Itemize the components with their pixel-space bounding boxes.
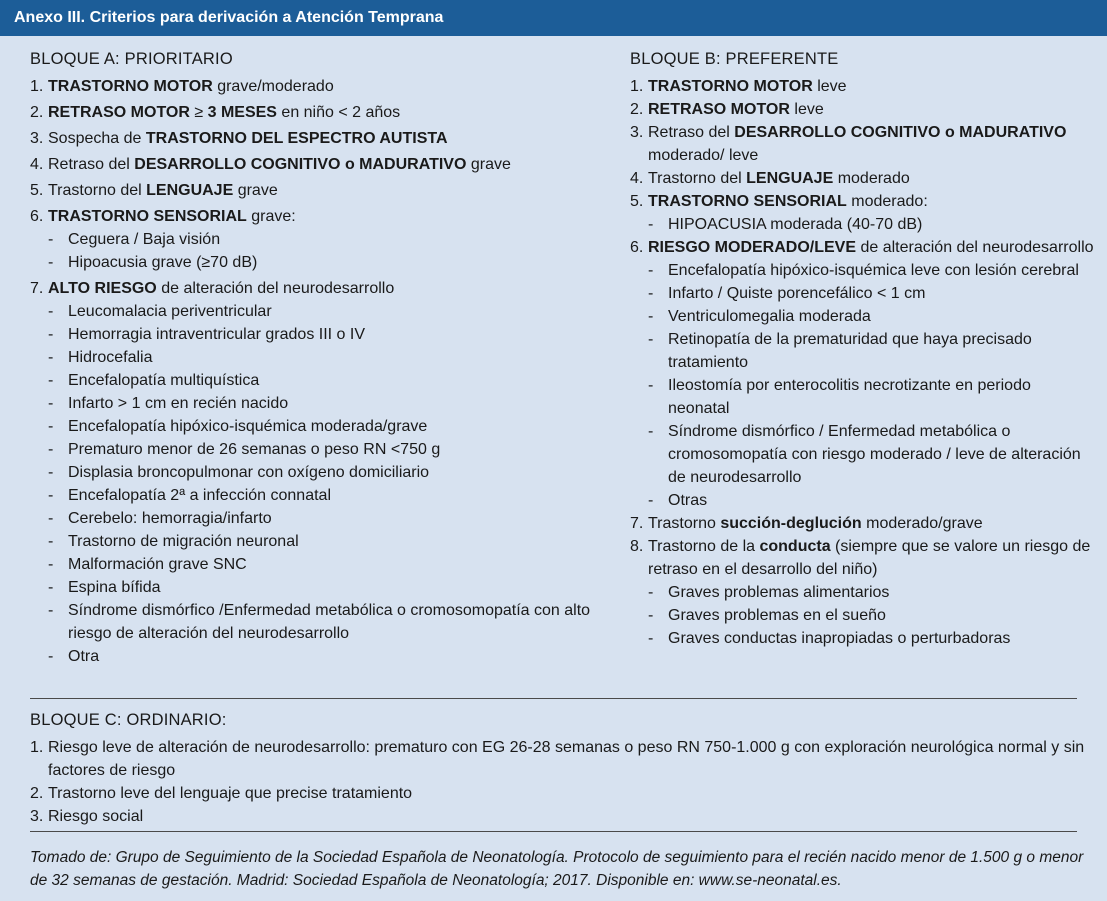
item-number: 6. xyxy=(30,208,44,225)
block-a xyxy=(30,48,615,668)
item-text-part: Retraso del xyxy=(648,124,735,141)
block-b-items xyxy=(630,75,1095,650)
item-text-part: Trastorno de la xyxy=(648,538,760,555)
item-number: 6. xyxy=(630,239,644,256)
sub-item-text: Ceguera / Baja visión xyxy=(68,231,221,248)
annex-title: Anexo III. Criterios para derivación a Atención Temprana xyxy=(0,0,1107,36)
item-text-part: Trastorno del xyxy=(48,182,147,199)
item-emphasis: TRASTORNO SENSORIAL xyxy=(648,193,847,210)
dash-marker: - xyxy=(48,602,54,619)
sub-item xyxy=(630,627,1095,650)
block-c xyxy=(30,709,1090,828)
dash-marker: - xyxy=(48,464,54,481)
item-emphasis: TRASTORNO MOTOR xyxy=(48,78,213,95)
item-number: 2. xyxy=(630,101,644,118)
item-emphasis: conducta xyxy=(759,538,831,555)
item-number: 8. xyxy=(630,538,644,555)
item-text-part: Trastorno xyxy=(648,515,721,532)
item-text-part: Riesgo leve de alteración de neurodesarrollo: prematuro con EG 26-28 semanas o peso RN 750-1.000 g con exploración neurológica normal y sin factores de riesgo xyxy=(48,739,1085,779)
item-number: 4. xyxy=(630,170,644,187)
dash-marker: - xyxy=(48,648,54,665)
dash-marker: - xyxy=(48,418,54,435)
sub-item xyxy=(630,328,1095,374)
item-number: 1. xyxy=(30,739,44,756)
divider xyxy=(30,831,1077,832)
block-a-title: BLOQUE A: PRIORITARIO xyxy=(30,50,233,68)
sub-item-text: Síndrome dismórfico /Enfermedad metabólica o cromosomopatía con alto riesgo de alteración del neurodesarrollo xyxy=(68,602,591,642)
item-text xyxy=(48,179,615,202)
item-text xyxy=(648,236,1095,259)
item-text-part: Sospecha de xyxy=(48,130,146,147)
sub-item xyxy=(630,305,1095,328)
dash-marker: - xyxy=(48,303,54,320)
sub-item-text: Trastorno de migración neuronal xyxy=(68,533,299,550)
item-text-part: de alteración del neurodesarrollo xyxy=(156,280,395,297)
item-text xyxy=(648,512,1095,535)
item-number: 2. xyxy=(30,104,44,121)
dash-marker: - xyxy=(48,556,54,573)
list-item xyxy=(630,167,1095,190)
sub-item xyxy=(30,507,615,530)
item-text xyxy=(48,782,1090,805)
item-emphasis: DESARROLLO COGNITIVO o MADURATIVO xyxy=(734,124,1067,141)
sub-item-text: Otra xyxy=(68,648,100,665)
sub-item-text: Prematuro menor de 26 semanas o peso RN <750 g xyxy=(68,441,441,458)
item-text-part: (siempre que se valore un riesgo de retraso en el desarrollo del niño) xyxy=(648,538,1091,578)
item-text-part: Trastorno del xyxy=(648,170,747,187)
list-item xyxy=(630,121,1095,167)
sub-item-text: Espina bífida xyxy=(68,579,161,596)
list-item xyxy=(630,98,1095,121)
item-emphasis: TRASTORNO MOTOR xyxy=(648,78,813,95)
list-item xyxy=(30,782,1090,805)
sub-item-text: Infarto / Quiste porencefálico < 1 cm xyxy=(668,285,926,302)
item-text xyxy=(48,75,615,98)
dash-marker: - xyxy=(48,254,54,271)
sub-item-text: Hipoacusia grave (≥70 dB) xyxy=(68,254,258,271)
dash-marker: - xyxy=(648,492,654,509)
sub-item xyxy=(30,369,615,392)
item-text xyxy=(648,75,1095,98)
sub-item-text: Malformación grave SNC xyxy=(68,556,247,573)
sub-item-text: Graves conductas inapropiadas o perturbadoras xyxy=(668,630,1011,647)
item-emphasis: TRASTORNO SENSORIAL xyxy=(48,208,247,225)
dash-marker: - xyxy=(648,285,654,302)
dash-marker: - xyxy=(48,441,54,458)
item-text-part: grave/moderado xyxy=(212,78,334,95)
sub-item-text: Encefalopatía hipóxico-isquémica leve con lesión cerebral xyxy=(668,262,1079,279)
list-item xyxy=(630,75,1095,98)
sub-item xyxy=(30,392,615,415)
item-text-part: grave xyxy=(233,182,278,199)
item-emphasis: LENGUAJE xyxy=(746,170,834,187)
sub-item xyxy=(30,415,615,438)
sub-item-text: Graves problemas alimentarios xyxy=(668,584,890,601)
item-text-part: grave xyxy=(466,156,511,173)
dash-marker: - xyxy=(48,533,54,550)
sub-item-text: Encefalopatía 2ª a infección connatal xyxy=(68,487,331,504)
sub-item-text: Hidrocefalia xyxy=(68,349,153,366)
sub-item xyxy=(30,346,615,369)
dash-marker: - xyxy=(48,349,54,366)
sub-item-text: Graves problemas en el sueño xyxy=(668,607,886,624)
item-emphasis: LENGUAJE xyxy=(146,182,234,199)
block-a-items xyxy=(30,75,615,668)
sub-item xyxy=(30,300,615,323)
sub-item xyxy=(30,576,615,599)
item-number: 2. xyxy=(30,785,44,802)
sub-item-text: Encefalopatía hipóxico-isquémica moderada/grave xyxy=(68,418,428,435)
item-text xyxy=(48,101,615,124)
sub-item-text: Infarto > 1 cm en recién nacido xyxy=(68,395,289,412)
item-text-part: de alteración del neurodesarrollo xyxy=(856,239,1094,256)
dash-marker: - xyxy=(48,231,54,248)
item-number: 5. xyxy=(630,193,644,210)
item-text-part: moderado: xyxy=(846,193,928,210)
dash-marker: - xyxy=(48,395,54,412)
sub-item xyxy=(630,282,1095,305)
item-text xyxy=(48,805,1090,828)
sub-item-text: Cerebelo: hemorragia/infarto xyxy=(68,510,272,527)
sub-item-text: HIPOACUSIA moderada (40-70 dB) xyxy=(668,216,923,233)
dash-marker: - xyxy=(648,331,654,348)
item-text xyxy=(48,736,1090,782)
list-item xyxy=(30,153,615,176)
sub-item xyxy=(30,553,615,576)
item-text-part: Riesgo social xyxy=(48,808,144,825)
item-number: 3. xyxy=(30,130,44,147)
list-item xyxy=(30,277,615,300)
item-number: 5. xyxy=(30,182,44,199)
item-emphasis: RETRASO MOTOR xyxy=(48,104,190,121)
list-item xyxy=(30,101,615,124)
sub-item xyxy=(30,251,615,274)
source-citation: Tomado de: Grupo de Seguimiento de la Sociedad Española de Neonatología. Protocolo de seguimiento para el recién nacido menor de 1.500 g o menor de 32 semanas de gestación. Madrid: Sociedad Española de Neonatología; 2017. Disponible en: www.se-neonatal.es. xyxy=(30,849,1084,889)
list-item xyxy=(30,127,615,150)
sub-item xyxy=(30,530,615,553)
block-b-title: BLOQUE B: PREFERENTE xyxy=(630,50,839,68)
sub-item xyxy=(30,323,615,346)
item-text-part: moderado/ leve xyxy=(648,147,759,164)
dash-marker: - xyxy=(648,308,654,325)
list-item xyxy=(30,736,1090,782)
item-number: 7. xyxy=(630,515,644,532)
dash-marker: - xyxy=(48,372,54,389)
list-item xyxy=(30,205,615,228)
sub-item xyxy=(630,259,1095,282)
dash-marker: - xyxy=(648,423,654,440)
item-number: 1. xyxy=(630,78,644,95)
dash-marker: - xyxy=(648,262,654,279)
item-text xyxy=(48,127,615,150)
sub-item xyxy=(30,438,615,461)
dash-marker: - xyxy=(648,607,654,624)
list-item xyxy=(630,535,1095,581)
sub-item xyxy=(30,228,615,251)
dash-marker: - xyxy=(648,630,654,647)
dash-marker: - xyxy=(648,584,654,601)
item-text-part: ≥ xyxy=(189,104,208,121)
item-emphasis: ALTO RIESGO xyxy=(48,280,157,297)
list-item xyxy=(30,75,615,98)
blocks-area xyxy=(0,36,1107,698)
sub-item xyxy=(630,489,1095,512)
block-c-items xyxy=(30,736,1090,828)
dash-marker: - xyxy=(48,326,54,343)
sub-item-text: Displasia broncopulmonar con oxígeno domiciliario xyxy=(68,464,430,481)
item-text-part: Trastorno leve del lenguaje que precise tratamiento xyxy=(48,785,413,802)
item-number: 1. xyxy=(30,78,44,95)
item-text-part: moderado/grave xyxy=(861,515,983,532)
item-text xyxy=(648,167,1095,190)
item-emphasis: DESARROLLO COGNITIVO o MADURATIVO xyxy=(134,156,467,173)
item-text-part: grave: xyxy=(246,208,296,225)
sub-item xyxy=(30,461,615,484)
sub-item xyxy=(630,604,1095,627)
list-item xyxy=(630,190,1095,213)
item-text-part: Retraso del xyxy=(48,156,135,173)
sub-item xyxy=(630,213,1095,236)
sub-item xyxy=(30,645,615,668)
dash-marker: - xyxy=(48,510,54,527)
sub-item-text: Otras xyxy=(668,492,708,509)
sub-item-text: Ventriculomegalia moderada xyxy=(668,308,871,325)
dash-marker: - xyxy=(648,216,654,233)
item-number: 3. xyxy=(630,124,644,141)
item-text xyxy=(648,121,1095,167)
divider xyxy=(30,698,1077,699)
block-c-title: BLOQUE C: ORDINARIO: xyxy=(30,711,227,729)
item-number: 3. xyxy=(30,808,44,825)
item-emphasis: TRASTORNO DEL ESPECTRO AUTISTA xyxy=(145,130,448,147)
item-text xyxy=(648,98,1095,121)
item-emphasis: RETRASO MOTOR xyxy=(648,101,790,118)
item-text xyxy=(48,205,615,228)
sub-item-text: Ileostomía por enterocolitis necrotizante en periodo neonatal xyxy=(668,377,1031,417)
sub-item-text: Síndrome dismórfico / Enfermedad metabólica o cromosomopatía con riesgo moderado / leve de alteración de neurodesarrollo xyxy=(668,423,1081,486)
sub-item-text: Encefalopatía multiquística xyxy=(68,372,260,389)
list-item xyxy=(630,512,1095,535)
item-text xyxy=(648,190,1095,213)
sub-item xyxy=(30,484,615,507)
item-text xyxy=(48,277,615,300)
sub-item-text: Retinopatía de la prematuridad que haya precisado tratamiento xyxy=(668,331,1032,371)
sub-item xyxy=(630,581,1095,604)
item-text xyxy=(48,153,615,176)
block-b xyxy=(630,48,1095,650)
list-item xyxy=(30,179,615,202)
item-text-part: leve xyxy=(812,78,847,95)
item-text-part: leve xyxy=(789,101,824,118)
item-number: 7. xyxy=(30,280,44,297)
sub-item xyxy=(630,420,1095,489)
dash-marker: - xyxy=(648,377,654,394)
list-item xyxy=(630,236,1095,259)
item-emphasis: 3 MESES xyxy=(207,104,277,121)
item-text-part: moderado xyxy=(833,170,910,187)
item-text-part: en niño < 2 años xyxy=(276,104,401,121)
item-text xyxy=(648,535,1095,581)
sub-item-text: Hemorragia intraventricular grados III o IV xyxy=(68,326,366,343)
item-number: 4. xyxy=(30,156,44,173)
sub-item-text: Leucomalacia periventricular xyxy=(68,303,272,320)
dash-marker: - xyxy=(48,579,54,596)
item-emphasis: succión-deglución xyxy=(720,515,862,532)
item-emphasis: RIESGO MODERADO/LEVE xyxy=(648,239,857,256)
list-item xyxy=(30,805,1090,828)
sub-item xyxy=(630,374,1095,420)
dash-marker: - xyxy=(48,487,54,504)
sub-item xyxy=(30,599,615,645)
